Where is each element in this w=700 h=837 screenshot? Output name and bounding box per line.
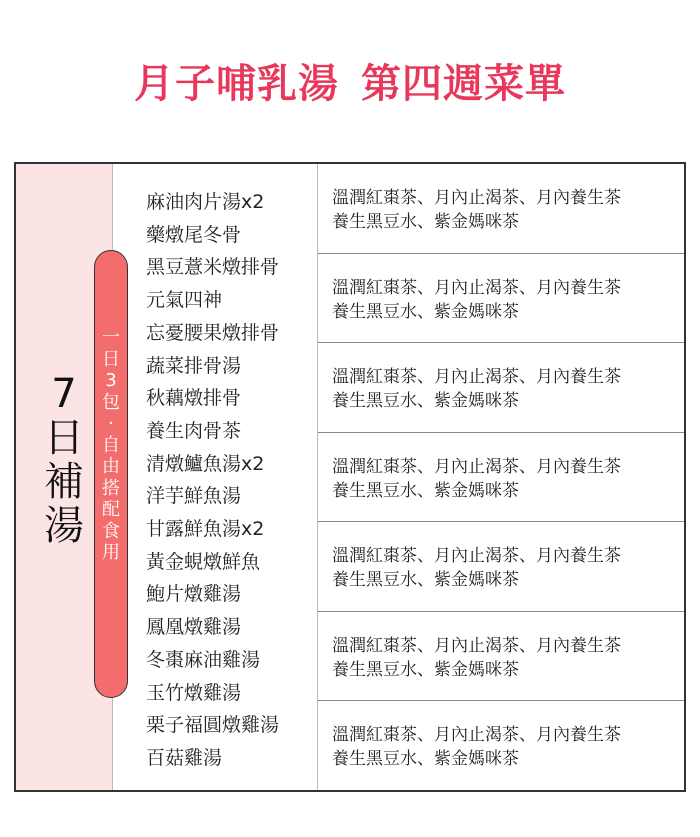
days-label-char: 7	[51, 371, 77, 417]
soup-item: 洋芋鮮魚湯	[146, 485, 242, 508]
usage-note-char: 3	[105, 370, 117, 391]
drink-line: 溫潤紅棗茶、月內止渴茶、月內養生茶	[332, 367, 621, 387]
soup-item: 鮑片燉雞湯	[146, 583, 242, 606]
soup-item: 養生肉骨茶	[146, 419, 242, 442]
days-label-char: 日	[44, 415, 84, 461]
soup-item: 黃金蜆燉鮮魚	[146, 550, 261, 573]
soup-list	[146, 186, 279, 775]
usage-note-char: 配	[102, 499, 120, 520]
days-label-char: 補	[44, 459, 84, 505]
drink-line: 溫潤紅棗茶、月內止渴茶、月內養生茶	[332, 188, 621, 208]
drink-line: 養生黑豆水、紫金媽咪茶	[332, 570, 519, 590]
soup-item: 元氣四神	[146, 289, 223, 312]
drink-row	[318, 701, 684, 791]
usage-note-char: ·	[108, 413, 114, 434]
usage-note-char: 用	[102, 542, 120, 563]
soup-item: 秋藕燉排骨	[146, 387, 242, 410]
drink-row	[318, 522, 684, 612]
drink-row	[318, 433, 684, 523]
drink-line: 養生黑豆水、紫金媽咪茶	[332, 749, 519, 769]
drink-line: 養生黑豆水、紫金媽咪茶	[332, 659, 519, 680]
drink-row	[318, 254, 684, 344]
drink-line: 溫潤紅棗茶、月內止渴茶、月內養生茶	[332, 635, 621, 656]
usage-note-char: 食	[102, 520, 120, 542]
drink-line: 養生黑豆水、紫金媽咪茶	[332, 212, 519, 232]
soup-item: 黑豆薏米燉排骨	[146, 256, 280, 279]
soup-item: 甘露鮮魚湯x2	[146, 518, 265, 541]
soup-item: 藥燉尾冬骨	[146, 223, 242, 246]
usage-note-char: 日	[102, 348, 120, 370]
title-part1: 月子哺乳湯	[134, 60, 339, 107]
usage-note-char: 一	[102, 327, 120, 348]
title-part2: 第四週菜單	[361, 60, 566, 107]
drinks-column	[318, 164, 684, 790]
drink-line: 溫潤紅棗茶、月內止渴茶、月內養生茶	[332, 277, 621, 298]
usage-note-char: 由	[102, 456, 120, 477]
soup-item: 栗子福圓燉雞湯	[146, 714, 280, 737]
usage-note-char: 搭	[102, 477, 120, 499]
days-label-char: 湯	[44, 503, 84, 549]
soup-item: 忘憂腰果燉排骨	[146, 321, 280, 344]
usage-note-char: 自	[102, 434, 120, 456]
drink-line: 養生黑豆水、紫金媽咪茶	[332, 301, 519, 322]
soup-item: 鳳凰燉雞湯	[146, 616, 242, 639]
drink-row	[318, 164, 684, 254]
drink-row	[318, 612, 684, 702]
menu-table	[14, 162, 686, 792]
soup-item: 百菇雞湯	[146, 746, 223, 769]
page-title	[0, 52, 700, 109]
drink-line: 溫潤紅棗茶、月內止渴茶、月內養生茶	[332, 725, 621, 745]
drink-line: 養生黑豆水、紫金媽咪茶	[332, 391, 519, 411]
drink-line: 溫潤紅棗茶、月內止渴茶、月內養生茶	[332, 456, 621, 477]
soup-list-column	[112, 164, 318, 790]
drink-row	[318, 343, 684, 433]
drink-line: 溫潤紅棗茶、月內止渴茶、月內養生茶	[332, 546, 621, 566]
soup-item: 冬棗麻油雞湯	[146, 648, 261, 671]
drink-line: 養生黑豆水、紫金媽咪茶	[332, 480, 519, 501]
soup-item: 玉竹燉雞湯	[146, 681, 242, 704]
soup-item: 蔬菜排骨湯	[146, 354, 242, 377]
soup-item: 清燉鱸魚湯x2	[146, 452, 265, 475]
usage-note-char: 包	[102, 391, 120, 413]
soup-item: 麻油肉片湯x2	[146, 191, 265, 213]
